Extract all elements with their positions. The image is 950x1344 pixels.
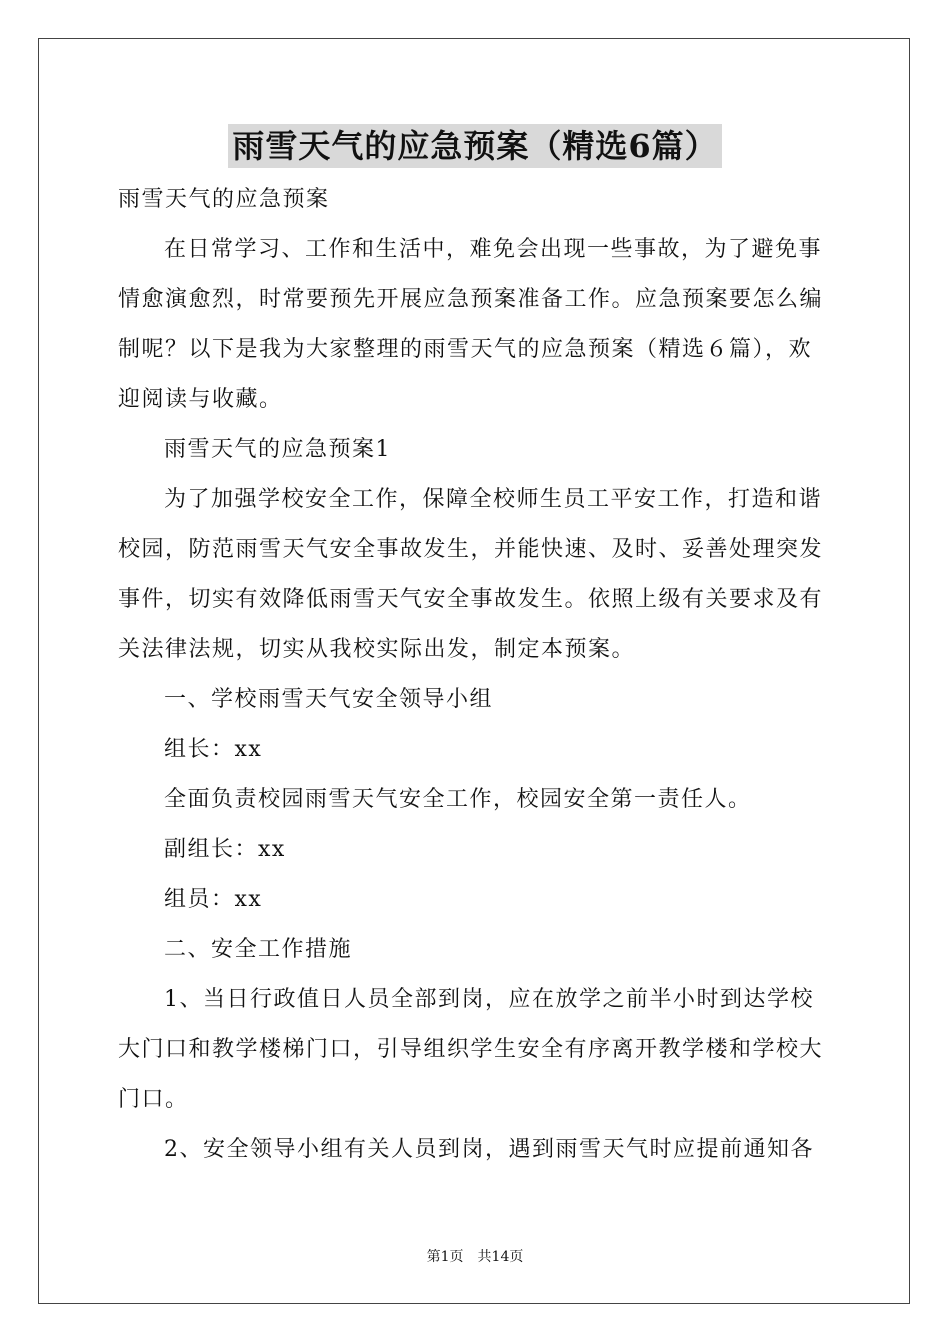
paragraph-line: 迎阅读与收藏。 (118, 387, 283, 412)
paragraph-line: 在日常学习、工作和生活中，难免会出现一些事故，为了避免事 (164, 237, 823, 262)
section-heading: 雨雪天气的应急预案1 (164, 437, 391, 462)
paragraph-line: 关法律法规，切实从我校实际出发，制定本预案。 (118, 637, 636, 662)
paragraph-line: 制呢？以下是我为大家整理的雨雪天气的应急预案（精选６篇），欢 (118, 337, 813, 362)
page-footer: 第1页 共14页 (426, 1249, 524, 1265)
paragraph-line: 校园，防范雨雪天气安全事故发生，并能快速、及时、妥善处理突发 (118, 537, 824, 562)
paragraph-line: 门口。 (118, 1087, 189, 1112)
paragraph-line: 全面负责校园雨雪天气安全工作，校园安全第一责任人。 (164, 787, 752, 812)
paragraph-line: 大门口和教学楼梯门口，引导组织学生安全有序离开教学楼和学校大 (118, 1037, 824, 1062)
paragraph-line: 1、当日行政值日人员全部到岗，应在放学之前半小时到达学校 (164, 987, 814, 1012)
title-container (0, 124, 950, 168)
document-title: 雨雪天气的应急预案（精选6篇） (228, 124, 721, 168)
subsection-heading: 一、学校雨雪天气安全领导小组 (164, 687, 494, 712)
paragraph-line: 组长：xx (164, 737, 263, 762)
paragraph-line: 组员：xx (164, 887, 263, 912)
paragraph-line: 情愈演愈烈，时常要预先开展应急预案准备工作。应急预案要怎么编 (118, 287, 824, 312)
paragraph-line: 为了加强学校安全工作，保障全校师生员工平安工作，打造和谐 (164, 487, 823, 512)
paragraph-line: 副组长：xx (164, 837, 286, 862)
subsection-heading: 二、安全工作措施 (164, 937, 353, 962)
document-subtitle: 雨雪天气的应急预案 (118, 187, 330, 212)
paragraph-line: 事件，切实有效降低雨雪天气安全事故发生。依照上级有关要求及有 (118, 587, 824, 612)
paragraph-line: 2、安全领导小组有关人员到岗，遇到雨雪天气时应提前通知各 (164, 1137, 814, 1162)
